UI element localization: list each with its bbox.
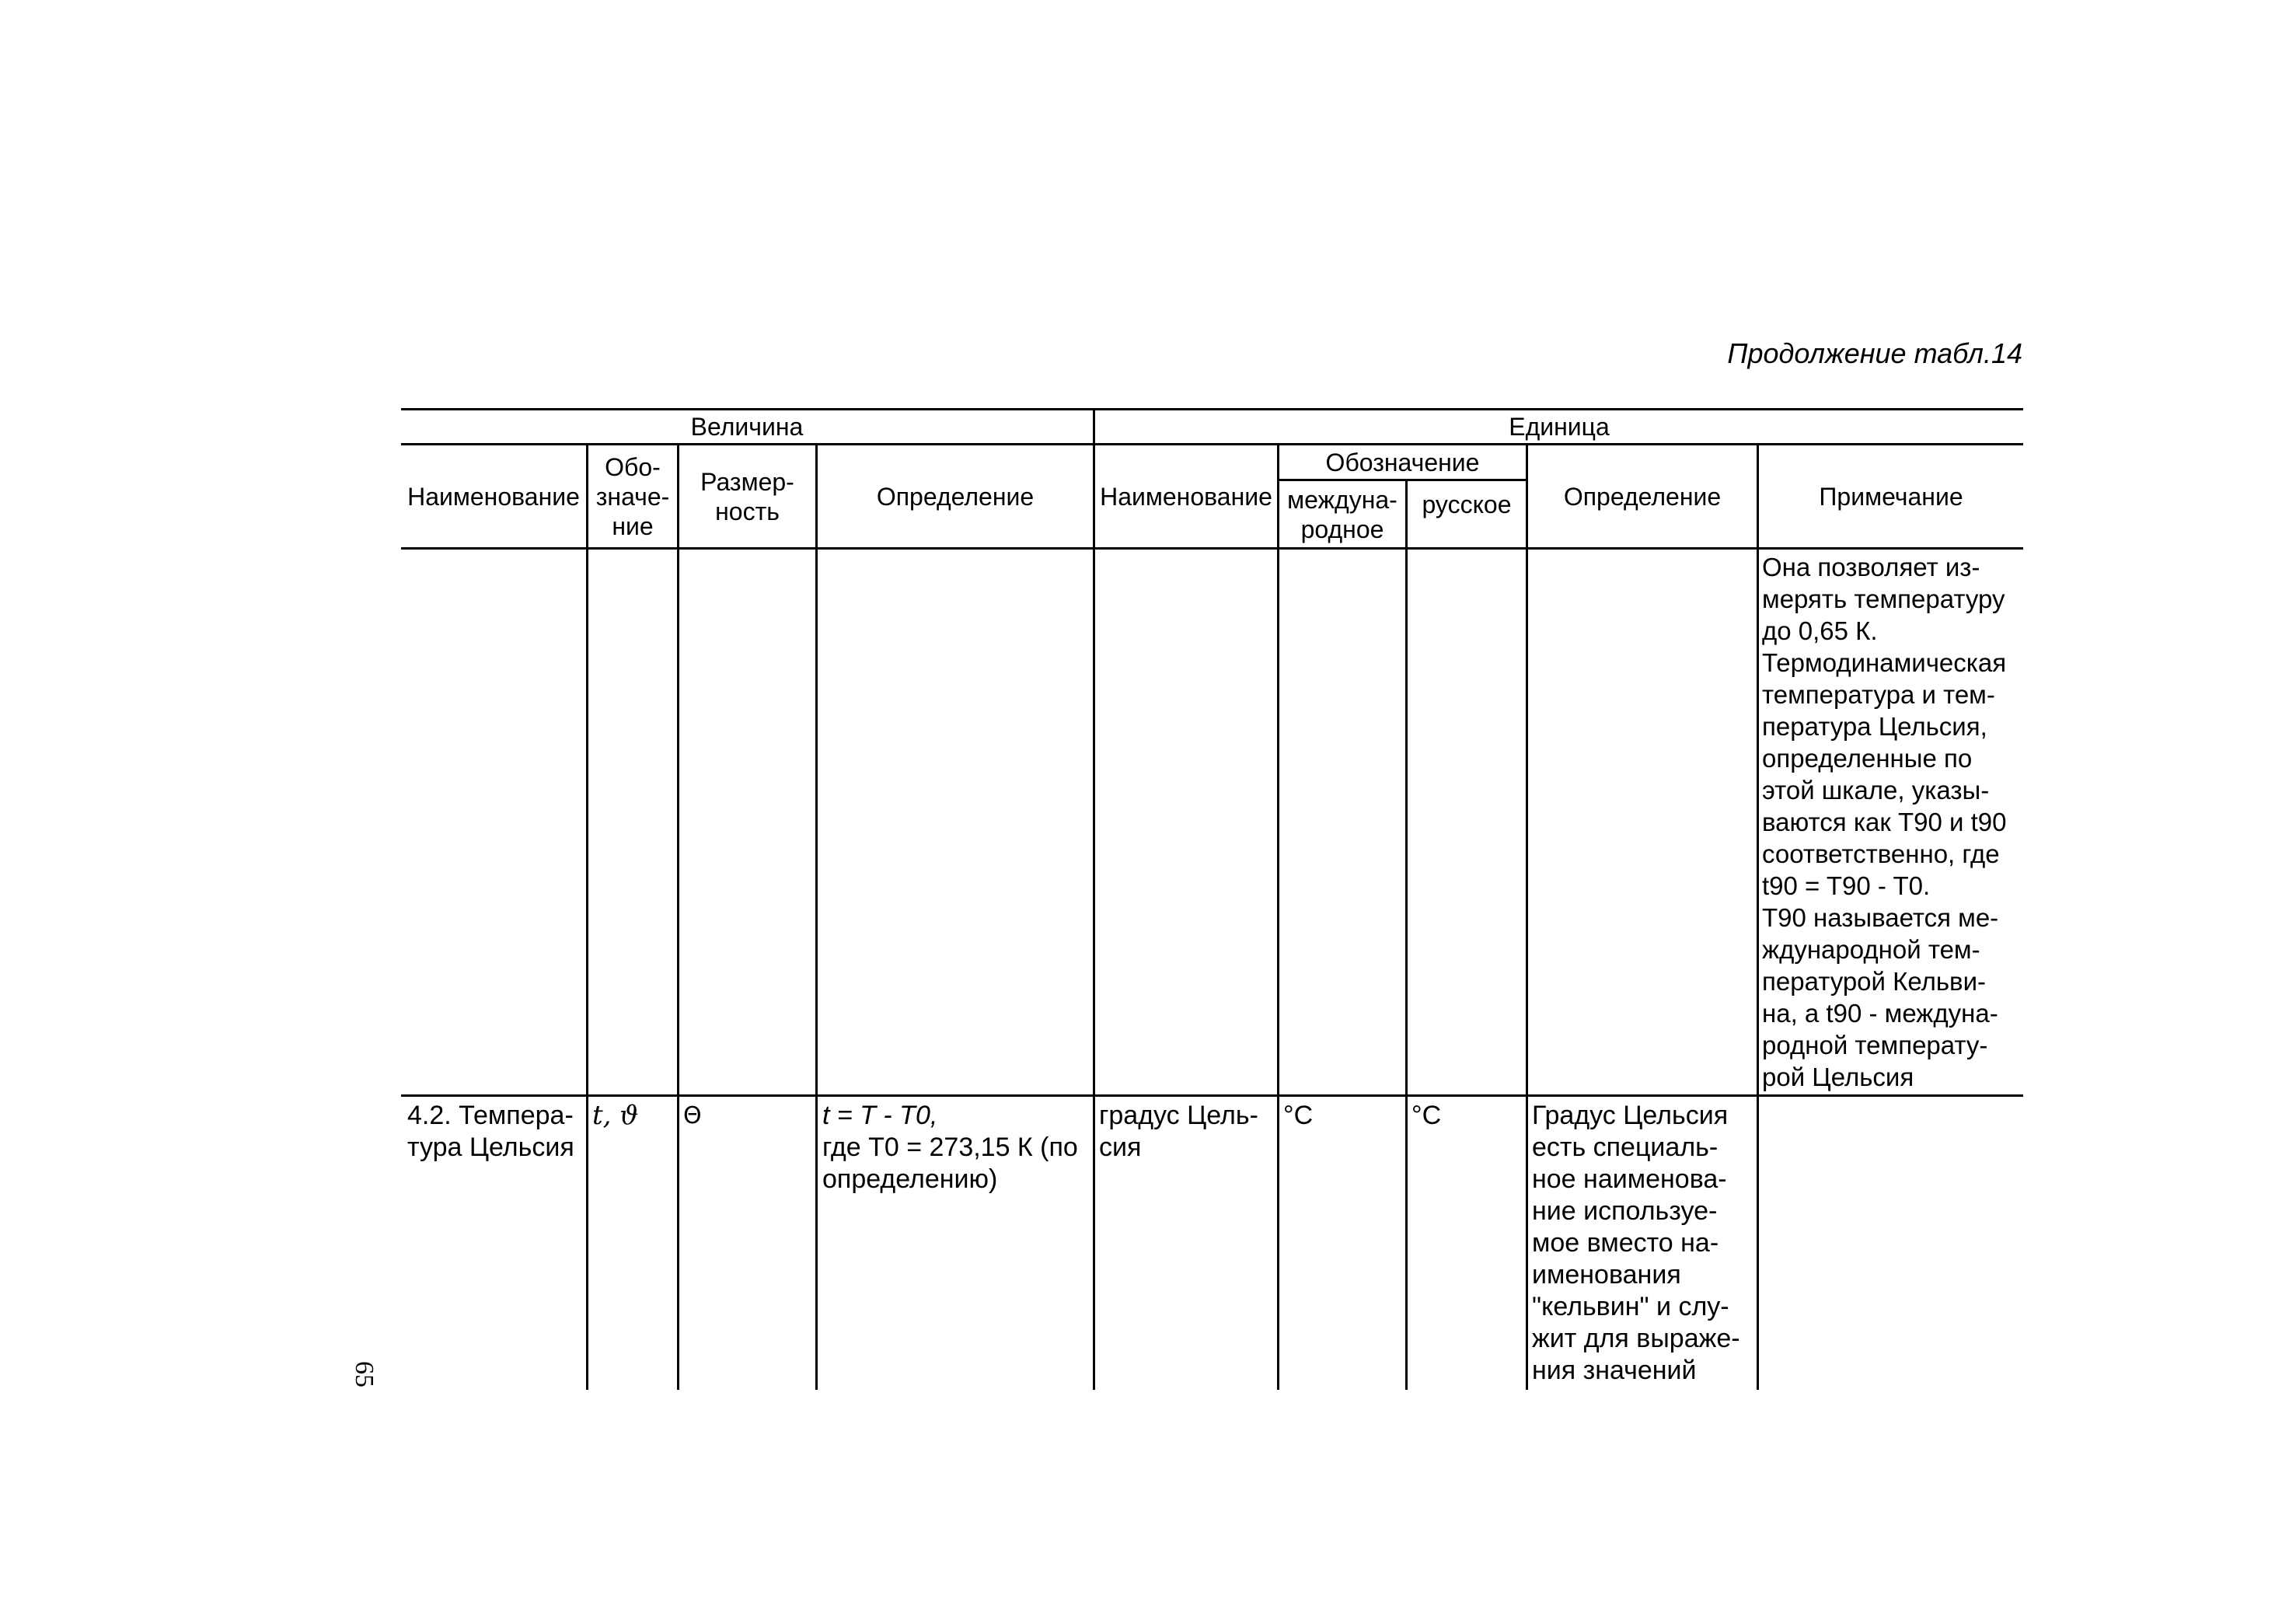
column-rule xyxy=(677,443,679,1390)
header-quantity-definition: Определение xyxy=(876,482,1035,511)
column-rule xyxy=(1526,443,1528,1390)
note-line: определенные по xyxy=(1762,744,1973,773)
row2-quantity-dimension: Θ xyxy=(683,1102,702,1129)
note-line: соответственно, где xyxy=(1762,839,2000,868)
note-line: Термодинамическая xyxy=(1762,648,2007,677)
unit-definition-line: именования xyxy=(1532,1260,1681,1290)
header-bottom-rule xyxy=(401,547,2023,550)
unit-definition-line: ное наименова- xyxy=(1532,1164,1727,1194)
unit-definition-line: жит для выраже- xyxy=(1532,1324,1740,1353)
header-line: междуна- xyxy=(1287,485,1397,514)
definition-line: определению) xyxy=(822,1164,998,1194)
header-quantity: Величина xyxy=(690,413,804,441)
header-quantity-name: Наименование xyxy=(407,482,580,511)
column-rule xyxy=(586,443,588,1390)
row2-unit-international: °C xyxy=(1283,1101,1314,1130)
row2-quantity-definition xyxy=(822,1100,1091,1195)
note-line: пературой Кельви- xyxy=(1762,967,1987,996)
header-line: ность xyxy=(715,497,780,525)
header-line: родное xyxy=(1300,515,1384,543)
note-line: на, а t90 - междуна- xyxy=(1762,999,1998,1028)
note-line: Она позволяет из- xyxy=(1762,553,1980,581)
header-unit-russian: русское xyxy=(1422,490,1512,518)
header-quantity-dimension xyxy=(679,445,815,547)
name-line: тура Цельсия xyxy=(407,1133,574,1162)
row2-quantity-name xyxy=(407,1100,584,1164)
header-unit-definition: Определение xyxy=(1563,482,1722,511)
row1-note xyxy=(1762,551,2023,1093)
header-unit-designation: Обозначение xyxy=(1325,448,1480,476)
note-line: рой Цельсия xyxy=(1762,1063,1914,1091)
column-rule xyxy=(1405,479,1408,1390)
note-line: до 0,65 К. xyxy=(1762,616,1878,645)
row2-quantity-symbol: t, ϑ xyxy=(592,1100,639,1131)
column-rule xyxy=(1757,443,1759,1390)
unit-definition-line: ние используе- xyxy=(1532,1196,1718,1226)
table-caption: Продолжение табл.14 xyxy=(1727,337,2022,369)
unit-definition-line: "кельвин" и слу- xyxy=(1532,1292,1729,1321)
column-rule xyxy=(1093,408,1095,1390)
unit-name-line: сия xyxy=(1099,1133,1142,1162)
note-line: родной температу- xyxy=(1762,1031,1988,1059)
row2-unit-definition xyxy=(1532,1100,1754,1387)
page-number: 65 xyxy=(350,1361,379,1387)
unit-definition-line: мое вместо на- xyxy=(1532,1228,1719,1258)
note-line: температура и тем- xyxy=(1762,680,1995,709)
unit-definition-line: есть специаль- xyxy=(1532,1133,1719,1162)
note-line: ждународной тем- xyxy=(1762,935,1980,964)
header-line: Размер- xyxy=(700,467,794,496)
row2-unit-russian: °C xyxy=(1411,1101,1442,1130)
header-line: ние xyxy=(612,511,654,540)
note-line: этой шкале, указы- xyxy=(1762,776,1990,805)
row-divider-rule xyxy=(401,1094,2023,1097)
header-unit-international xyxy=(1279,481,1405,547)
unit-name-line: градус Цель- xyxy=(1099,1101,1258,1130)
definition-line: где T0 = 273,15 К (по xyxy=(822,1133,1078,1162)
note-line: пература Цельсия, xyxy=(1762,712,1987,741)
header-line: значе- xyxy=(595,482,670,511)
definition-line: t = T - T0, xyxy=(822,1101,938,1130)
note-line: t90 = T90 - T0. xyxy=(1762,871,1931,900)
unit-definition-line: Градус Цельсия xyxy=(1532,1101,1729,1130)
note-line: мерять температуру xyxy=(1762,585,2005,613)
name-line: 4.2. Темпера- xyxy=(407,1101,574,1130)
header-line: Обо- xyxy=(605,452,661,481)
row2-unit-name xyxy=(1099,1100,1275,1164)
header-quantity-symbol xyxy=(588,445,677,547)
header-unit-note: Примечание xyxy=(1819,482,1963,511)
column-rule xyxy=(815,443,818,1390)
header-unit-name: Наименование xyxy=(1100,482,1272,511)
note-line: ваются как T90 и t90 xyxy=(1762,808,2007,836)
header-unit: Единица xyxy=(1509,413,1610,441)
column-rule xyxy=(1277,443,1279,1390)
note-line: T90 называется ме- xyxy=(1762,903,1999,932)
unit-definition-line: ния значений xyxy=(1532,1356,1697,1385)
